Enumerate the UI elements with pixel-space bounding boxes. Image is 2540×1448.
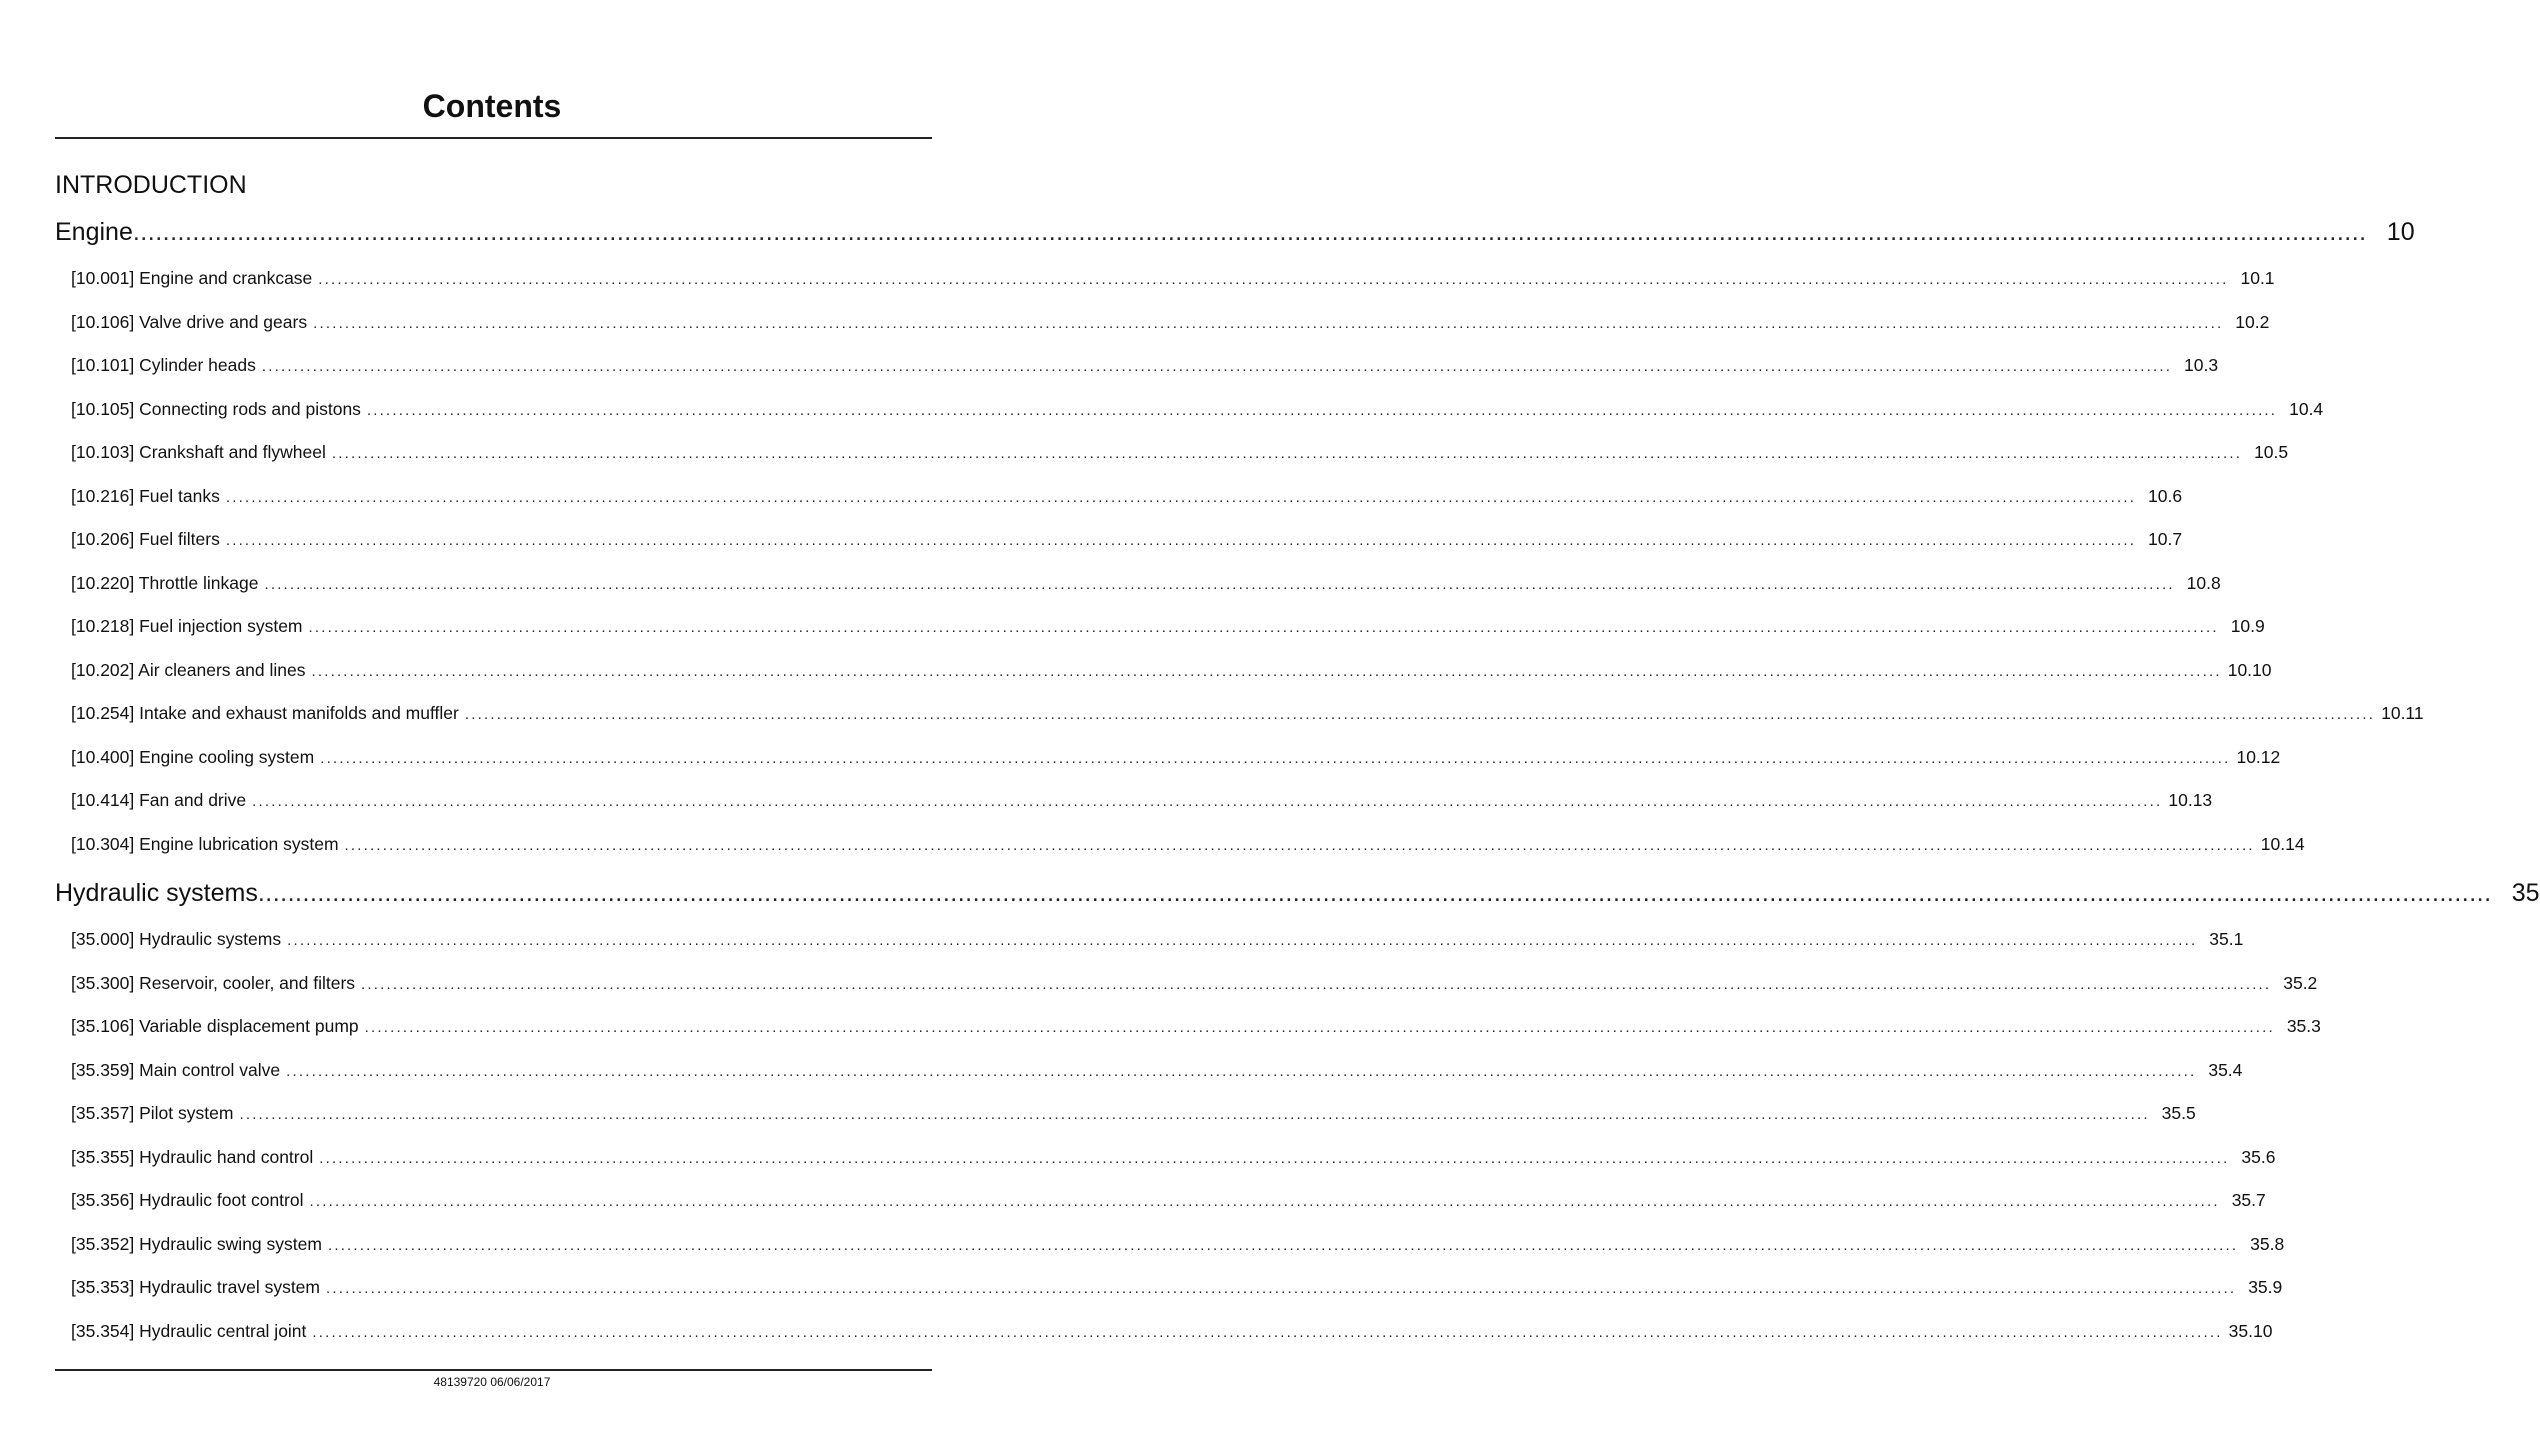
- dot-leader: ............................................................................................................................................................................................................................................................................................................: [327, 1237, 2239, 1254]
- dot-leader: ............................................................................................................................................................................................................................................................................................................: [320, 750, 2231, 767]
- toc-section-entry[interactable]: [71, 573, 2221, 595]
- dot-leader: ............................................................................................................................................................................................................................................................................................................: [264, 576, 2175, 593]
- dot-leader: ............................................................................................................................................................................................................................................................................................................: [319, 1150, 2230, 1167]
- dot-leader: ............................................................................................................................................................................................................................................................................................................: [311, 663, 2222, 680]
- toc-section-entry-page-number: 10.3: [2184, 355, 2219, 375]
- toc-section-entry-label: [10.101] Cylinder heads: [71, 355, 256, 375]
- toc-section-entry-page-number: 10.4: [2289, 399, 2324, 419]
- toc-section-entry-label: [35.359] Main control valve: [71, 1060, 281, 1080]
- introduction-heading: INTRODUCTION: [55, 171, 247, 199]
- toc-section-entry[interactable]: [71, 1234, 2285, 1256]
- toc-section-entry[interactable]: [71, 1147, 2276, 1169]
- toc-section-entry[interactable]: [71, 442, 2289, 464]
- dot-leader: ............................................................................................................................................................................................................................................................................................................: [313, 315, 2224, 332]
- toc-chapter-entry-page-number: 10: [2386, 218, 2415, 246]
- toc-section-entry-page-number: 10.12: [2236, 747, 2281, 767]
- toc-section-entry-label: [10.304] Engine lubrication system: [71, 834, 339, 854]
- toc-section-entry-page-number: 35.1: [2209, 929, 2244, 949]
- dot-leader: ............................................................................................................................................................................................................................................................................................................: [364, 1019, 2275, 1036]
- toc-section-entry[interactable]: [71, 1321, 2273, 1343]
- footer-divider: [55, 1369, 932, 1371]
- dot-leader: ............................................................................................................................................................................................................................................................................................................: [308, 619, 2219, 636]
- toc-section-entry[interactable]: [71, 355, 2219, 377]
- toc-section-entry[interactable]: [71, 703, 2424, 725]
- page-footer: 48139720 06/06/2017: [433, 1375, 551, 1389]
- toc-chapter-entry-label: Engine: [55, 218, 133, 246]
- dot-leader: ............................................................................................................................................................................................................................................................................................................: [239, 1106, 2150, 1123]
- toc-section-entry-label: [35.106] Variable displacement pump: [71, 1016, 359, 1036]
- dot-leader: ............................................................................................................................................................................................................................................................................................................: [225, 532, 2137, 549]
- dot-leader: ............................................................................................................................................................................................................................................................................................................: [252, 793, 2163, 810]
- toc-section-entry-label: [10.206] Fuel filters: [71, 529, 220, 549]
- toc-section-entry-page-number: 10.1: [2240, 268, 2275, 288]
- dot-leader: ............................................................................................................................................................................................................................................................................................................: [286, 1063, 2197, 1080]
- toc-section-entry[interactable]: [71, 929, 2244, 951]
- toc-section-entry-page-number: 10.5: [2254, 442, 2289, 462]
- toc-section-entry-label: [35.355] Hydraulic hand control: [71, 1147, 314, 1167]
- toc-section-entry-page-number: 10.6: [2148, 486, 2183, 506]
- toc-section-entry[interactable]: [71, 1060, 2243, 1082]
- toc-section-entry-page-number: 35.8: [2250, 1234, 2285, 1254]
- toc-section-entry-label: [10.414] Fan and drive: [71, 790, 247, 810]
- dot-leader: ............................................................................................................................................................................................................................................................................................................: [366, 402, 2278, 419]
- dot-leader: ............................................................................................................................................................................................................................................................................................................: [225, 489, 2137, 506]
- title-divider: [55, 137, 932, 139]
- dot-leader: ............................................................................................................................................................................................................................................................................................................: [344, 837, 2255, 854]
- toc-section-entry-label: [35.357] Pilot system: [71, 1103, 234, 1123]
- toc-section-entry-page-number: 35.2: [2283, 973, 2318, 993]
- toc-section-entry[interactable]: [71, 790, 2213, 812]
- toc-section-entry-label: [35.356] Hydraulic foot control: [71, 1190, 304, 1210]
- toc-section-entry[interactable]: [71, 834, 2305, 856]
- toc-section-entry-page-number: 10.2: [2235, 312, 2270, 332]
- toc-section-entry-page-number: 10.8: [2186, 573, 2221, 593]
- toc-section-entry-label: [10.105] Connecting rods and pistons: [71, 399, 361, 419]
- dot-leader: ............................................................................................................................................................................................................................................................................................................: [261, 358, 2173, 375]
- toc-section-entry-page-number: 10.13: [2168, 790, 2213, 810]
- toc-section-entry-page-number: 35.4: [2208, 1060, 2243, 1080]
- toc-section-entry-page-number: 35.3: [2286, 1016, 2321, 1036]
- toc-section-entry[interactable]: [71, 660, 2272, 682]
- toc-section-entry[interactable]: [71, 1277, 2283, 1299]
- dot-leader: ............................................................................................................................................................................................................................................................................................................: [361, 976, 2272, 993]
- dot-leader: ............................................................................................................................................................................................................................................................................................................: [132, 218, 2367, 246]
- toc-section-entry-label: [35.353] Hydraulic travel system: [71, 1277, 320, 1297]
- toc-section-entry-label: [10.218] Fuel injection system: [71, 616, 303, 636]
- toc-section-entry-label: [35.354] Hydraulic central joint: [71, 1321, 307, 1341]
- dot-leader: ............................................................................................................................................................................................................................................................................................................: [318, 271, 2229, 288]
- toc-section-entry-label: [10.001] Engine and crankcase: [71, 268, 313, 288]
- toc-section-entry-page-number: 10.7: [2148, 529, 2183, 549]
- toc-section-entry[interactable]: [71, 529, 2183, 551]
- toc-section-entry[interactable]: [71, 1103, 2196, 1125]
- toc-section-entry-page-number: 10.10: [2227, 660, 2272, 680]
- dot-leader: ............................................................................................................................................................................................................................................................................................................: [257, 879, 2492, 907]
- toc-section-entry[interactable]: [71, 486, 2183, 508]
- toc-section-entry-page-number: 35.6: [2241, 1147, 2276, 1167]
- dot-leader: ............................................................................................................................................................................................................................................................................................................: [331, 445, 2243, 462]
- toc-section-entry-label: [10.106] Valve drive and gears: [71, 312, 308, 332]
- toc-section-entry[interactable]: [71, 268, 2275, 290]
- toc-section-entry[interactable]: [71, 1190, 2266, 1212]
- dot-leader: ............................................................................................................................................................................................................................................................................................................: [287, 932, 2198, 949]
- toc-chapter-entry[interactable]: [55, 218, 2415, 250]
- dot-leader: ............................................................................................................................................................................................................................................................................................................: [464, 706, 2376, 723]
- toc-section-entry-label: [35.352] Hydraulic swing system: [71, 1234, 322, 1254]
- toc-section-entry-label: [10.254] Intake and exhaust manifolds and muffler: [71, 703, 459, 723]
- toc-section-entry[interactable]: [71, 312, 2270, 334]
- toc-section-entry[interactable]: [71, 973, 2318, 995]
- toc-section-entry-label: [10.220] Throttle linkage: [71, 573, 259, 593]
- toc-section-entry-label: [10.202] Air cleaners and lines: [71, 660, 306, 680]
- toc-section-entry-label: [10.216] Fuel tanks: [71, 486, 220, 506]
- toc-section-entry-label: [35.300] Reservoir, cooler, and filters: [71, 973, 356, 993]
- toc-section-entry-label: [10.103] Crankshaft and flywheel: [71, 442, 326, 462]
- dot-leader: ............................................................................................................................................................................................................................................................................................................: [309, 1193, 2220, 1210]
- toc-section-entry-page-number: 10.9: [2230, 616, 2265, 636]
- toc-section-entry-page-number: 35.9: [2248, 1277, 2283, 1297]
- toc-section-entry-page-number: 10.14: [2260, 834, 2305, 854]
- toc-section-entry[interactable]: [71, 1016, 2321, 1038]
- toc-section-entry-page-number: 35.7: [2231, 1190, 2266, 1210]
- toc-chapter-entry-label: Hydraulic systems: [55, 879, 258, 907]
- toc-section-entry-page-number: 35.10: [2228, 1321, 2273, 1341]
- toc-section-entry[interactable]: [71, 747, 2281, 769]
- toc-section-entry-label: [35.000] Hydraulic systems: [71, 929, 282, 949]
- page-title: Contents: [422, 88, 562, 124]
- toc-chapter-entry-page-number: 35: [2511, 879, 2540, 907]
- toc-section-entry-page-number: 35.5: [2161, 1103, 2196, 1123]
- toc-chapter-entry[interactable]: [55, 879, 2540, 911]
- toc-section-entry[interactable]: [71, 616, 2265, 638]
- toc-section-entry-label: [10.400] Engine cooling system: [71, 747, 315, 767]
- dot-leader: ............................................................................................................................................................................................................................................................................................................: [326, 1280, 2237, 1297]
- toc-section-entry[interactable]: [71, 399, 2324, 421]
- dot-leader: ............................................................................................................................................................................................................................................................................................................: [312, 1324, 2223, 1341]
- toc-section-entry-page-number: 10.11: [2381, 703, 2424, 723]
